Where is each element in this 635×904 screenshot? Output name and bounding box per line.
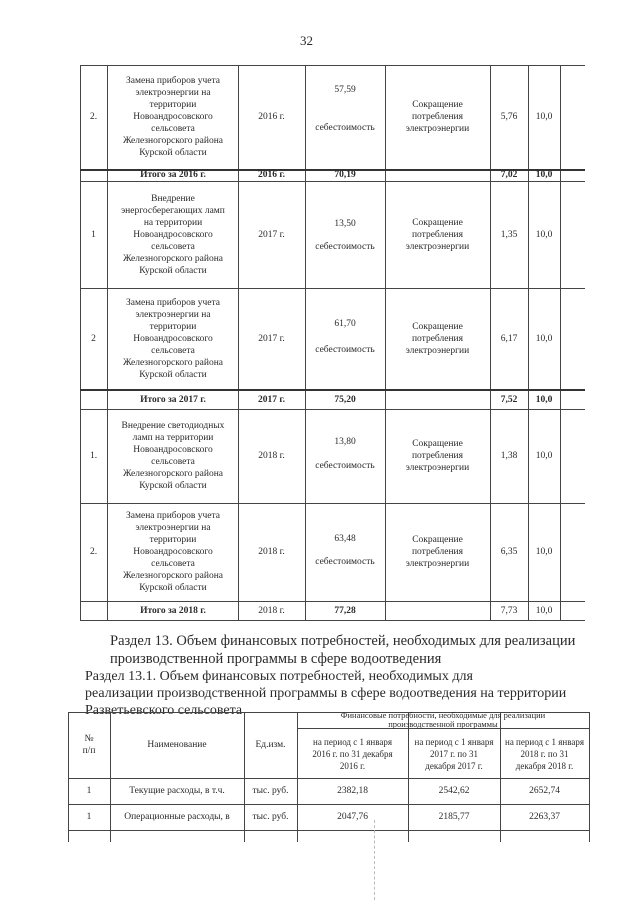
effect: Сокращение потребления электроэнергии <box>405 217 470 252</box>
effect: Сокращение потребления электроэнергии <box>405 100 470 134</box>
value-2016: 2382,18 <box>337 786 368 796</box>
cost-basis: себестоимость <box>315 242 375 252</box>
value-col6: 7,02 <box>500 170 518 180</box>
scan-fold-line <box>374 820 375 900</box>
row-name: Операционные расходы, в <box>124 812 230 822</box>
grid-line <box>589 712 590 842</box>
year: 2018 г. <box>258 547 285 557</box>
total-label: Итого за 2016 г. <box>140 170 206 180</box>
effect: Сокращение потребления электроэнергии <box>405 321 470 356</box>
total-label: Итого за 2018 г. <box>140 605 206 616</box>
measure-name: Внедрение светодиодных ламп на территории Новоандросовского сельсовета Железногорского района Курской области <box>121 421 225 491</box>
year: 2017 г. <box>258 229 285 240</box>
value-col7: 10,0 <box>535 395 553 405</box>
grid-line <box>560 65 561 620</box>
row-number: 1 <box>86 786 92 796</box>
value-col7: 10,0 <box>535 112 553 122</box>
measure-name: Внедрение энергосберегающих ламп на территории Новоандросовского сельсовета Железногорского района Курской области <box>121 193 225 276</box>
row-number: 2. <box>89 112 98 122</box>
value-col7: 10,0 <box>535 229 553 240</box>
value-col7: 10,0 <box>535 451 553 461</box>
measure-name: Замена приборов учета электроэнергии на территории Новоандросовского сельсовета Железногорского района Курской области <box>122 511 224 593</box>
value-col6: 7,73 <box>500 605 518 616</box>
year: 2016 г. <box>258 170 285 180</box>
cost-basis: себестоимость <box>315 345 375 355</box>
col-header-group: Финансовые потребности, необходимые для реализации производственной программы <box>340 710 546 729</box>
grid-line <box>80 620 585 621</box>
total-label: Итого за 2017 г. <box>140 395 206 405</box>
cost-basis: себестоимость <box>315 461 375 471</box>
value-2018: 2263,37 <box>529 812 560 822</box>
col-header-period-2016: на период с 1 января 2016 г. по 31 декабря 2016 г. <box>312 737 393 771</box>
value: 63,48 <box>334 534 356 544</box>
measure-name: Замена приборов учета электроэнергии на территории Новоандросовского сельсовета Железногорского района Курской области <box>122 297 224 380</box>
financial-needs-table <box>68 712 590 842</box>
row-number: 1. <box>89 451 98 461</box>
value-col7: 10,0 <box>535 605 553 616</box>
measure-name: Замена приборов учета электроэнергии на территории Новоандросовского сельсовета Железногорского района Курской области <box>122 76 224 158</box>
value: 13,50 <box>334 219 356 229</box>
row-unit: тыс. руб. <box>252 786 289 796</box>
value-col6: 7,52 <box>500 395 518 405</box>
value-col6: 5,76 <box>500 112 518 122</box>
value: 75,20 <box>334 395 356 405</box>
col-header-period-2017: на период с 1 января 2017 г. по 31 декабря 2017 г. <box>414 737 494 771</box>
effect: Сокращение потребления электроэнергии <box>405 535 470 569</box>
row-unit: тыс. руб. <box>252 812 289 822</box>
value-col7: 10,0 <box>535 170 553 180</box>
value: 57,59 <box>334 85 356 95</box>
col-header-name: Наименование <box>147 740 207 750</box>
year: 2017 г. <box>258 333 285 344</box>
grid-line <box>107 65 108 620</box>
value: 70,19 <box>334 170 356 180</box>
value-2018: 2652,74 <box>529 786 560 796</box>
row-number: 2. <box>89 547 98 557</box>
value-2017: 2542,62 <box>438 786 470 796</box>
row-name: Текущие расходы, в т.ч. <box>129 786 225 796</box>
year: 2016 г. <box>258 112 285 122</box>
section-13-1-title: Раздел 13.1. Объем финансовых потребностей, необходимых для реализации производственной программы в сфере водоотведения на территории Разветьевского сельсовета <box>85 669 567 718</box>
section-13-title: Раздел 13. Объем финансовых потребностей, необходимых для реализации производственной программы в сфере водоотведения <box>110 633 576 667</box>
value: 77,28 <box>334 605 356 616</box>
cost-basis: себестоимость <box>315 557 375 567</box>
value-col6: 1,38 <box>500 451 518 461</box>
program-table <box>80 65 585 620</box>
year: 2017 г. <box>258 395 285 405</box>
value-2016: 2047,76 <box>337 812 368 822</box>
page-number: 32 <box>300 33 313 48</box>
value-col6: 6,17 <box>500 333 518 344</box>
col-header-number: № п/п <box>82 734 96 756</box>
value: 13,80 <box>334 437 356 447</box>
value-col6: 1,35 <box>500 229 518 240</box>
row-number: 1 <box>91 229 96 240</box>
row-number: 2 <box>91 333 96 344</box>
value-col7: 10,0 <box>535 547 553 557</box>
col-header-period-2018: на период с 1 января 2018 г. по 31 декабря 2018 г. <box>505 737 584 771</box>
value-col6: 6,35 <box>500 547 518 557</box>
col-header-unit: Ед.изм. <box>255 740 286 750</box>
value-2017: 2185,77 <box>438 812 470 822</box>
year: 2018 г. <box>258 605 285 616</box>
row-number: 1 <box>86 812 92 822</box>
value-col7: 10,0 <box>535 333 553 344</box>
year: 2018 г. <box>258 451 285 461</box>
value: 61,70 <box>334 319 356 329</box>
grid-line <box>68 830 590 831</box>
effect: Сокращение потребления электроэнергии <box>405 439 470 473</box>
cost-basis: себестоимость <box>315 123 375 133</box>
